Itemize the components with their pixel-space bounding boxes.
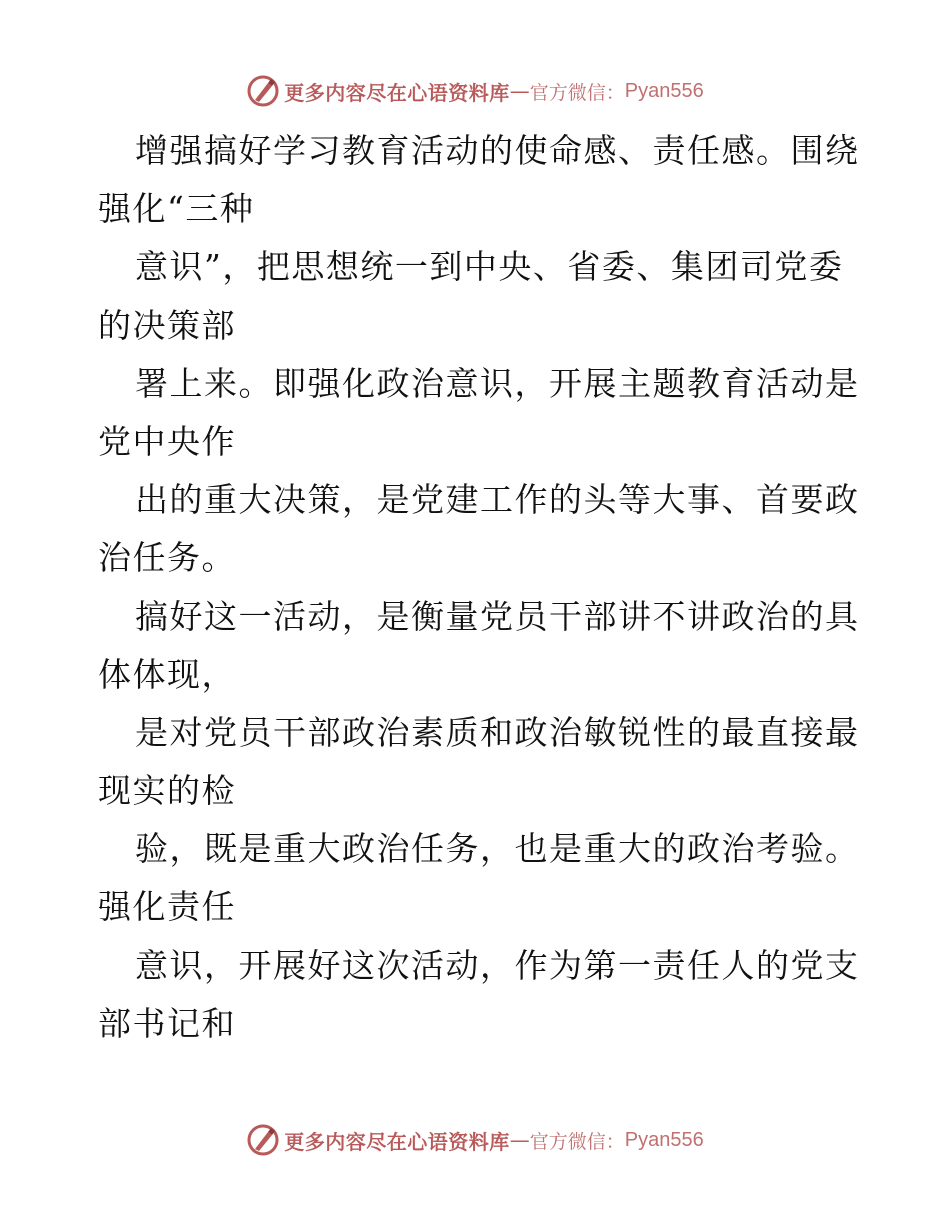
watermark-wechat-id: Pyan556 [624,79,704,102]
body-line: 党中央作 [98,421,236,461]
body-line: 的决策部 [98,305,236,345]
body-line: 意识，开展好这次活动，作为第一责任人的党支 [135,945,860,985]
body-line: 验，既是重大政治任务，也是重大的政治考验。 [135,829,860,869]
body-line: 是对党员干部政治素质和政治敏锐性的最直接最 [135,712,860,752]
watermark-separator: — [509,1128,530,1152]
body-line: 现实的检 [98,771,236,811]
pen-logo-icon [246,74,280,108]
footer-watermark [0,1120,950,1160]
watermark-wechat-label: 官方微信： [529,81,625,104]
body-line: 体体现， [98,654,236,694]
body-line: 搞好这一活动，是衡量党员干部讲不讲政治的具 [135,596,860,636]
pen-logo-icon [246,1123,280,1157]
watermark-brand-text: 更多内容尽在心语资料库 [284,1129,510,1154]
watermark-wechat-id: Pyan556 [624,1128,704,1151]
body-line: 部书记和 [98,1003,236,1043]
document-body [98,122,858,1053]
body-line: 治任务。 [98,538,236,578]
watermark-brand-text: 更多内容尽在心语资料库 [284,80,510,105]
body-line: 增强搞好学习教育活动的使命感、责任感。围绕 [135,131,860,170]
watermark-separator: — [509,79,530,103]
body-line: 出的重大决策，是党建工作的头等大事、首要政 [135,480,860,520]
watermark-wechat-label: 官方微信： [529,1130,625,1153]
header-watermark [0,71,950,111]
body-line: 强化责任 [98,887,236,927]
body-line: 强化“三种 [98,189,255,229]
body-line: 意识”，把思想统一到中央、省委、集团司党委 [135,247,844,287]
body-line: 署上来。即强化政治意识，开展主题教育活动是 [135,363,860,403]
